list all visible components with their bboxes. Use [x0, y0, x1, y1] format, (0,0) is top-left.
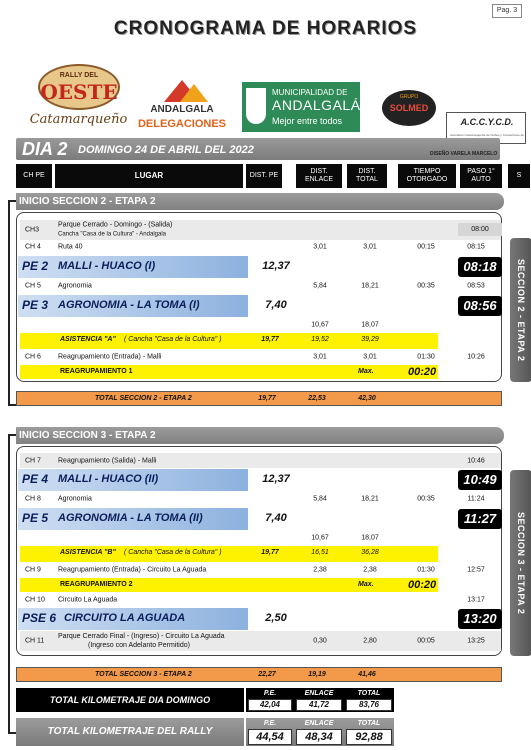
km-day-label: TOTAL KILOMETRAJE DIA DOMINGO [16, 688, 244, 712]
header-dist-enlace: DIST. ENLACE [296, 164, 342, 188]
stage-pe5-km: 7,40 [265, 512, 287, 524]
control-ch6: CH 6 Reagrupamiento (Entrada) - Malli 3,01 3,01 01:30 10:26 [25, 353, 485, 361]
andalgala-delegaciones-logo: ANDALGALA DELEGACIONES [134, 80, 230, 136]
stage-pe2-time: 08:18 [458, 257, 502, 277]
regroup-1: REAGRUPAMIENTO 1 Max. 00:20 [20, 365, 438, 379]
day-label: DIA 2 [22, 139, 68, 159]
stage-pe2: PE 2 MALLI - HUACO (I) [18, 256, 248, 278]
km-day-header-total: TOTAL [357, 690, 381, 697]
regroup-2: REAGRUPAMIENTO 2 Max. 00:20 [20, 578, 438, 592]
stage-pse6: PSE 6 CIRCUITO LA AGUADA [18, 608, 248, 630]
km-day-header-enlace: ENLACE [304, 690, 334, 697]
stage-pe3-time: 08:56 [458, 296, 502, 316]
control-ch5: CH 5 Agronomia 5,84 18,21 00:35 08:53 [25, 282, 485, 290]
stage-pse6-time: 13:20 [458, 609, 502, 629]
day-date: DOMINGO 24 DE ABRIL DEL 2022 [78, 144, 254, 156]
km-rally-total: 92,88 [346, 729, 392, 745]
km-rally-pe: 44,54 [248, 729, 292, 745]
header-dist-pe: DIST. PE [246, 164, 282, 188]
km-rally-header-total: TOTAL [357, 720, 381, 727]
km-rally-header-pe: P.E. [263, 720, 277, 727]
stage-pe3-km: 7,40 [265, 299, 287, 311]
page-title: CRONOGRAMA DE HORARIOS [113, 18, 418, 39]
control-ch8: CH 8 Agronomia 5,84 18,21 00:35 11:24 [25, 495, 485, 503]
section-2-subtotal: 10,67 18,07 [311, 321, 379, 329]
stage-pe4-time: 10:49 [458, 470, 502, 490]
header-paso: PASO 1° AUTO [460, 164, 502, 188]
header-tiempo: TIEMPO OTORGADO [398, 164, 456, 188]
page-number-badge: Pag. 3 [492, 4, 522, 18]
km-rally-enlace: 48,34 [296, 729, 342, 745]
section-3-side-label: SECCION 3 - ETAPA 2 [510, 470, 531, 656]
section-3-total: TOTAL SECCION 3 - ETAPA 2 22,27 19,19 41,46 [16, 667, 502, 682]
km-day-total: 83,76 [346, 699, 392, 711]
header-lugar: LUGAR [55, 164, 243, 188]
crest-icon [246, 88, 266, 124]
control-ch7: CH 7 Reagrupamiento (Salida) - Malli 10:46 [20, 453, 501, 468]
control-ch4: CH 4 Ruta 40 3,01 3,01 00:15 08:15 [25, 243, 485, 251]
stage-pe5-time: 11:27 [458, 509, 502, 529]
header-dist-total: DIST. TOTAL [347, 164, 387, 188]
section-2-header: INICIO SECCION 2 - ETAPA 2 [16, 193, 504, 210]
solmed-logo: GRUPO SOLMED [382, 90, 436, 126]
assistance-b: ASISTENCIA "B" ( Cancha "Casa de la Cultura" ) 19,77 16,51 36,28 [20, 546, 438, 562]
section-3-header: INICIO SECCION 3 - ETAPA 2 [16, 427, 504, 444]
accycd-logo: A.C.C.Y.C.D. Asociación Catamarqueña de Clubes y Conductores de [446, 112, 526, 144]
stage-pe3: PE 3 AGRONOMIA - LA TOMA (I) [18, 295, 248, 317]
rally-oeste-logo: RALLY DEL OESTE Catamarqueño [26, 62, 131, 132]
control-ch3: CH3 Parque Cerrado - Domingo - (Salida) Cancha "Casa de la Cultura" - Andalgala 08:00 [20, 220, 501, 240]
stage-pse6-km: 2,50 [265, 612, 287, 624]
km-day-header-pe: P.E. [263, 690, 277, 697]
header-s: S [508, 164, 530, 188]
stage-pe5: PE 5 AGRONOMIA - LA TOMA (II) [18, 508, 248, 530]
control-ch9: CH 9 Reagrupamiento (Entrada) - Circuito La Aguada 2,38 2,38 01:30 12:57 [25, 566, 485, 574]
stage-pe4: PE 4 MALLI - HUACO (II) [18, 469, 248, 491]
design-credit: DISEÑO VARELA MARCELO [430, 151, 498, 157]
assistance-a: ASISTENCIA "A" ( Cancha "Casa de la Cultura" ) 19,77 19,52 39,29 [20, 333, 438, 349]
day-bar [16, 138, 500, 160]
section-2-total: TOTAL SECCION 2 - ETAPA 2 19,77 22,53 42,30 [16, 391, 502, 406]
km-day-pe: 42,04 [248, 699, 292, 711]
section-2-side-label: SECCION 2 - ETAPA 2 [510, 238, 531, 382]
header-ch: CH PE [16, 164, 52, 188]
km-rally-label: TOTAL KILOMETRAJE DEL RALLY [16, 718, 244, 746]
control-ch10: CH 10 Circuito La Aguada 13:17 [25, 596, 485, 604]
control-ch11: CH 11 Parque Cerrado Final - (Ingreso) - Circuito La Aguada (Ingreso con Adelanto Permitido) 0,30 2,80 00:05 13:25 [20, 631, 501, 651]
section-3-subtotal: 10,67 18,07 [311, 534, 379, 542]
km-day-enlace: 41,72 [296, 699, 342, 711]
municipalidad-logo: MUNICIPALIDAD DE ANDALGALÁ Mejor entre todos [242, 82, 360, 132]
km-rally-header-enlace: ENLACE [304, 720, 334, 727]
stage-pe4-km: 12,37 [262, 473, 290, 485]
stage-pe2-km: 12,37 [262, 260, 290, 272]
